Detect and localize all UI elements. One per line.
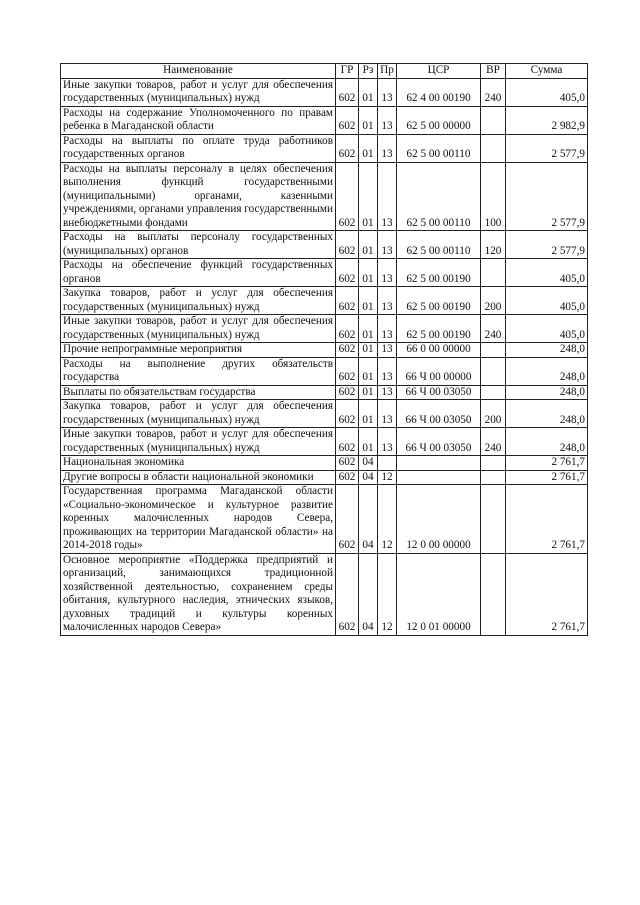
row-name-text: Расходы на выплаты персоналу государственных (муниципальных) органов	[63, 231, 333, 257]
header-rz: Рз	[359, 64, 378, 79]
row-csr: 62 5 00 00110	[397, 134, 481, 162]
row-gr: 602	[336, 400, 359, 428]
row-sum: 405,0	[506, 259, 588, 287]
table-row	[61, 400, 588, 428]
row-vr	[481, 553, 506, 635]
row-vr	[481, 259, 506, 287]
row-name	[61, 343, 336, 358]
row-gr: 602	[336, 231, 359, 259]
row-vr	[481, 485, 506, 554]
row-gr: 602	[336, 357, 359, 385]
row-vr	[481, 470, 506, 485]
table-row	[61, 428, 588, 456]
table-row	[61, 470, 588, 485]
row-vr: 120	[481, 231, 506, 259]
table-body	[61, 78, 588, 635]
row-sum: 248,0	[506, 428, 588, 456]
row-vr	[481, 385, 506, 400]
row-sum: 405,0	[506, 315, 588, 343]
table-row	[61, 315, 588, 343]
row-rz: 01	[359, 287, 378, 315]
row-csr: 12 0 00 00000	[397, 485, 481, 554]
table-row	[61, 162, 588, 231]
row-name	[61, 470, 336, 485]
row-csr: 62 5 00 00110	[397, 231, 481, 259]
row-csr: 12 0 01 00000	[397, 553, 481, 635]
row-csr: 62 5 00 00190	[397, 287, 481, 315]
row-sum: 2 577,9	[506, 134, 588, 162]
row-vr: 240	[481, 315, 506, 343]
row-sum: 2 577,9	[506, 162, 588, 231]
row-rz: 01	[359, 315, 378, 343]
row-gr: 602	[336, 259, 359, 287]
row-pr: 12	[378, 485, 397, 554]
row-rz: 01	[359, 231, 378, 259]
header-pr: Пр	[378, 64, 397, 79]
row-sum: 248,0	[506, 357, 588, 385]
row-pr: 13	[378, 315, 397, 343]
row-pr: 13	[378, 357, 397, 385]
budget-table	[60, 63, 588, 636]
row-sum: 2 761,7	[506, 553, 588, 635]
row-csr	[397, 456, 481, 471]
row-gr: 602	[336, 134, 359, 162]
table-row	[61, 456, 588, 471]
row-rz: 01	[359, 357, 378, 385]
row-name	[61, 315, 336, 343]
row-gr: 602	[336, 106, 359, 134]
row-gr: 602	[336, 287, 359, 315]
table-row	[61, 485, 588, 554]
row-sum: 2 761,7	[506, 485, 588, 554]
table-row	[61, 134, 588, 162]
table-row	[61, 357, 588, 385]
header-csr: ЦСР	[397, 64, 481, 79]
row-csr: 62 4 00 00190	[397, 78, 481, 106]
row-name	[61, 78, 336, 106]
row-sum: 2 761,7	[506, 456, 588, 471]
row-name	[61, 485, 336, 554]
row-pr: 12	[378, 470, 397, 485]
row-vr	[481, 106, 506, 134]
row-gr: 602	[336, 456, 359, 471]
header-vr: ВР	[481, 64, 506, 79]
row-csr: 62 5 00 00190	[397, 315, 481, 343]
row-rz: 01	[359, 78, 378, 106]
row-gr: 602	[336, 553, 359, 635]
row-pr: 13	[378, 78, 397, 106]
row-rz: 01	[359, 106, 378, 134]
row-pr: 13	[378, 106, 397, 134]
row-name-text: Иные закупки товаров, работ и услуг для обеспечения государственных (муниципальных) нужд	[63, 78, 333, 104]
row-name-text: Иные закупки товаров, работ и услуг для обеспечения государственных (муниципальных) нужд	[63, 315, 333, 341]
row-vr	[481, 357, 506, 385]
row-name-text: Другие вопросы в области национальной экономики	[63, 470, 314, 483]
row-sum: 248,0	[506, 400, 588, 428]
row-sum: 405,0	[506, 287, 588, 315]
row-pr: 13	[378, 231, 397, 259]
row-vr	[481, 456, 506, 471]
row-gr: 602	[336, 162, 359, 231]
row-rz: 04	[359, 553, 378, 635]
header-sum: Сумма	[506, 64, 588, 79]
row-name-text: Национальная экономика	[63, 456, 185, 468]
row-pr: 13	[378, 162, 397, 231]
row-csr: 62 5 00 00190	[397, 259, 481, 287]
row-sum: 248,0	[506, 343, 588, 358]
table-row	[61, 231, 588, 259]
row-name-text: Расходы на выполнение других обязательств государства	[63, 357, 333, 383]
row-vr	[481, 343, 506, 358]
header-gr: ГР	[336, 64, 359, 79]
row-name	[61, 259, 336, 287]
row-gr: 602	[336, 315, 359, 343]
row-rz: 04	[359, 470, 378, 485]
row-pr: 13	[378, 343, 397, 358]
row-name-text: Выплаты по обязательствам государства	[63, 385, 256, 398]
table-row	[61, 343, 588, 358]
table-row	[61, 385, 588, 400]
row-name-text: Закупка товаров, работ и услуг для обеспечения государственных (муниципальных) нужд	[63, 400, 333, 426]
row-name	[61, 287, 336, 315]
row-name	[61, 162, 336, 231]
row-sum: 2 982,9	[506, 106, 588, 134]
row-name	[61, 134, 336, 162]
row-gr: 602	[336, 78, 359, 106]
row-vr: 100	[481, 162, 506, 231]
row-rz: 01	[359, 162, 378, 231]
row-pr: 13	[378, 134, 397, 162]
row-name	[61, 231, 336, 259]
row-pr: 13	[378, 400, 397, 428]
budget-page	[60, 63, 587, 636]
row-name	[61, 456, 336, 471]
row-vr: 200	[481, 287, 506, 315]
row-name-text: Иные закупки товаров, работ и услуг для обеспечения государственных (муниципальных) нужд	[63, 428, 333, 454]
row-vr	[481, 134, 506, 162]
row-rz: 01	[359, 259, 378, 287]
row-rz: 01	[359, 385, 378, 400]
row-pr: 13	[378, 385, 397, 400]
row-name	[61, 385, 336, 400]
table-row	[61, 78, 588, 106]
row-pr: 13	[378, 428, 397, 456]
row-name	[61, 106, 336, 134]
row-pr: 13	[378, 259, 397, 287]
table-row	[61, 106, 588, 134]
row-rz: 04	[359, 456, 378, 471]
row-vr: 240	[481, 428, 506, 456]
row-csr: 62 5 00 00110	[397, 162, 481, 231]
header-name: Наименование	[61, 64, 336, 79]
row-rz: 01	[359, 428, 378, 456]
row-gr: 602	[336, 343, 359, 358]
row-sum: 248,0	[506, 385, 588, 400]
row-csr: 66 Ч 00 03050	[397, 385, 481, 400]
row-vr: 200	[481, 400, 506, 428]
row-rz: 01	[359, 134, 378, 162]
table-row	[61, 553, 588, 635]
row-name-text: Расходы на обеспечение функций государственных органов	[63, 259, 333, 285]
row-name-text: Закупка товаров, работ и услуг для обеспечения государственных (муниципальных) нужд	[63, 287, 333, 313]
row-sum: 2 761,7	[506, 470, 588, 485]
row-name	[61, 357, 336, 385]
row-name-text: Расходы на выплаты персоналу в целях обеспечения выполнения функций государственными (муниципальными) органами, казенными учреждениями, органами управления государственными внебюджетными фондами	[63, 162, 333, 229]
row-name	[61, 428, 336, 456]
row-rz: 01	[359, 400, 378, 428]
row-name	[61, 400, 336, 428]
row-gr: 602	[336, 428, 359, 456]
table-row	[61, 259, 588, 287]
row-name	[61, 553, 336, 635]
row-rz: 01	[359, 343, 378, 358]
row-name-text: Прочие непрограммные мероприятия	[63, 343, 243, 355]
row-gr: 602	[336, 470, 359, 485]
row-name-text: Основное мероприятие «Поддержка предприятий и организаций, занимающихся традиционной хозяйственной деятельностью, сохранением среды обитания, культурного наследия, этнических языков, духовных традиций и культуры коренных малочисленных народов Севера»	[63, 553, 333, 633]
row-name-text: Расходы на выплаты по оплате труда работников государственных органов	[63, 134, 333, 160]
row-pr: 12	[378, 553, 397, 635]
row-csr: 62 5 00 00000	[397, 106, 481, 134]
row-name-text: Государственная программа Магаданской области «Социально-экономическое и культурное развитие коренных малочисленных народов Севера, проживающих на территории Магаданской области» на 2014-2018 годы»	[63, 485, 333, 551]
row-pr: 13	[378, 287, 397, 315]
row-name-text: Расходы на содержание Уполномоченного по правам ребенка в Магаданской области	[63, 106, 333, 132]
row-sum: 405,0	[506, 78, 588, 106]
row-gr: 602	[336, 385, 359, 400]
row-csr: 66 Ч 00 03050	[397, 400, 481, 428]
table-header-row	[61, 64, 588, 79]
row-gr: 602	[336, 485, 359, 554]
row-csr: 66 Ч 00 00000	[397, 357, 481, 385]
row-csr: 66 Ч 00 03050	[397, 428, 481, 456]
table-row	[61, 287, 588, 315]
row-csr	[397, 470, 481, 485]
row-vr: 240	[481, 78, 506, 106]
row-rz: 04	[359, 485, 378, 554]
row-csr: 66 0 00 00000	[397, 343, 481, 358]
row-sum: 2 577,9	[506, 231, 588, 259]
row-pr	[378, 456, 397, 471]
